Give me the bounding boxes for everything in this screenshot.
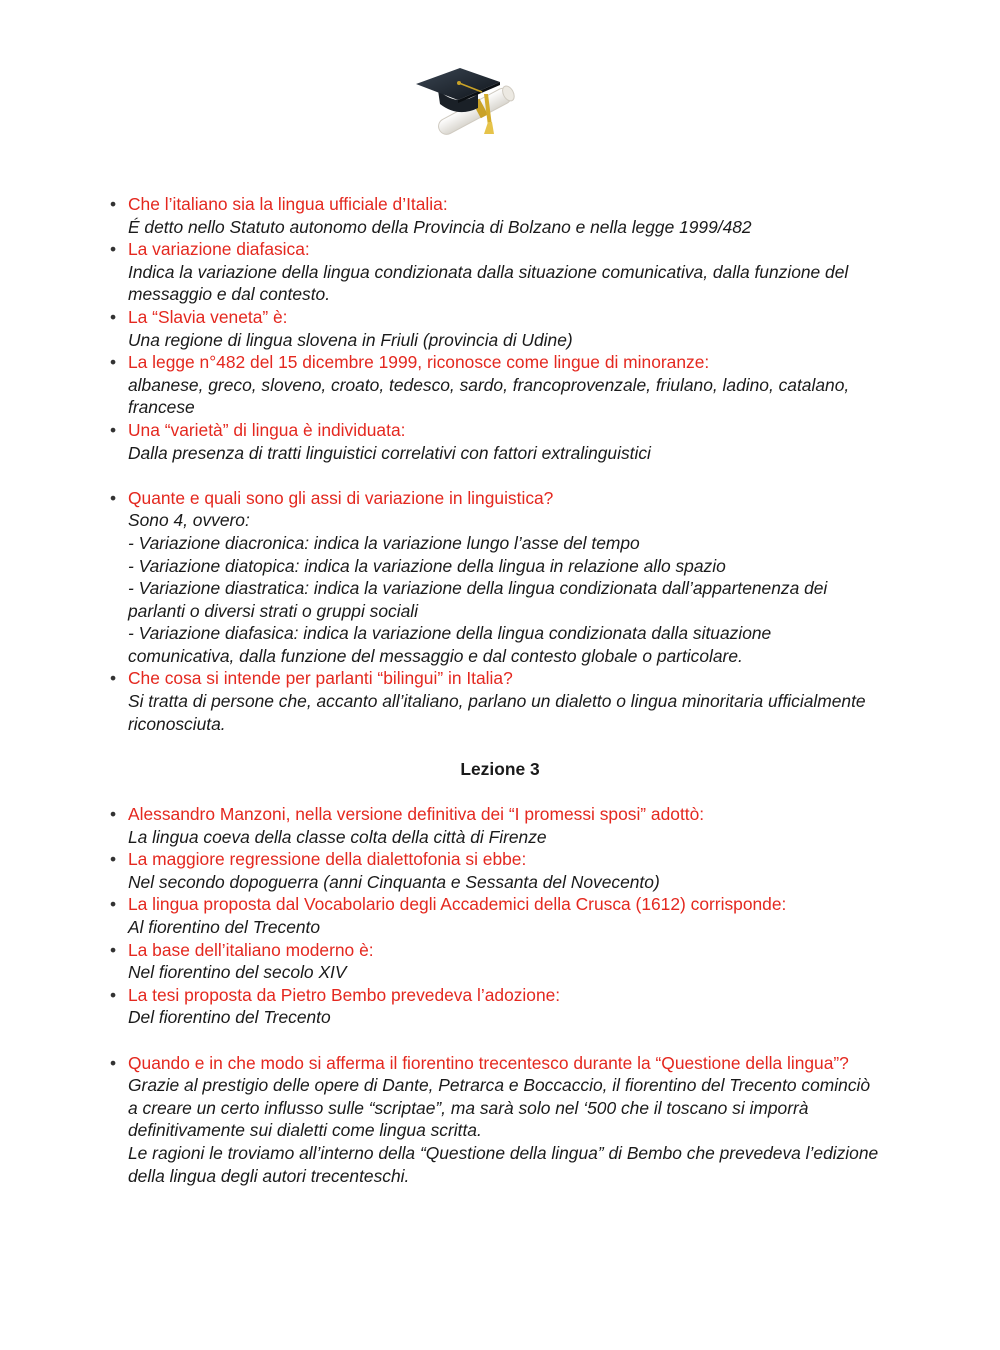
answer-text: Sono 4, ovvero: — [128, 510, 250, 531]
answer-text: Una regione di lingua slovena in Friuli (provincia di Udine) — [128, 329, 573, 350]
answer-text: Dalla presenza di tratti linguistici correlativi con fattori extralinguistici — [128, 442, 651, 463]
qa-section-2 — [110, 487, 880, 736]
answer-text: - Variazione diatopica: indica la variazione della lingua in relazione allo spazio — [128, 555, 726, 576]
spacer — [110, 1029, 880, 1052]
bullet-icon: • — [110, 487, 117, 508]
answer-text: albanese, greco, sloveno, croato, tedesco, sardo, francoprovenzale, friulano, ladino, catalano, francese — [128, 374, 850, 418]
question-text: La variazione diafasica: — [128, 239, 310, 260]
bullet-icon: • — [110, 194, 117, 214]
bullet-icon: • — [110, 849, 117, 870]
question-text: Alessandro Manzoni, nella versione definitiva dei “I promessi sposi” adottò: — [128, 804, 705, 825]
qa-item — [110, 893, 880, 938]
qa-section-1 — [110, 193, 880, 464]
question-text: La legge n°482 del 15 dicembre 1999, riconosce come lingue di minoranze: — [128, 352, 710, 373]
answer-text: - Variazione diafasica: indica la variazione della lingua condizionata dalla situazione comunicativa, dalla funzione del messaggio e dal contesto globale o particolare. — [128, 623, 772, 666]
bullet-icon: • — [110, 939, 117, 960]
qa-item — [110, 193, 880, 238]
qa-section-4 — [110, 1052, 880, 1188]
question-text: La base dell’italiano moderno è: — [128, 939, 374, 960]
bullet-icon: • — [110, 804, 117, 825]
question-text: La “Slavia veneta” è: — [128, 306, 288, 327]
answer-text: La lingua coeva della classe colta della città di Firenze — [128, 826, 547, 847]
question-text: Quante e quali sono gli assi di variazione in linguistica? — [128, 487, 554, 508]
question-text: La maggiore regressione della dialettofonia si ebbe: — [128, 849, 527, 870]
graduation-cap-diploma-icon — [414, 64, 524, 140]
bullet-icon: • — [110, 352, 117, 373]
qa-item — [110, 1052, 880, 1188]
bullet-icon: • — [110, 984, 117, 1005]
spacer — [110, 735, 880, 758]
lesson-heading: Lezione 3 — [460, 758, 540, 779]
qa-item — [110, 984, 880, 1029]
bullet-icon: • — [110, 668, 117, 689]
spacer — [110, 464, 880, 487]
bullet-icon: • — [110, 894, 117, 915]
qa-item — [110, 667, 880, 735]
bullet-icon: • — [110, 306, 117, 327]
qa-item — [110, 848, 880, 893]
answer-text: Indica la variazione della lingua condizionata dalla situazione comunicativa, dalla funzione del messaggio e dal contesto. — [128, 261, 849, 305]
document-body — [110, 193, 880, 1187]
qa-section-3 — [110, 803, 880, 1029]
bullet-icon: • — [110, 1052, 117, 1073]
answer-text: Al fiorentino del Trecento — [128, 917, 321, 937]
qa-item — [110, 803, 880, 848]
question-text: Una “varietà” di lingua è individuata: — [128, 419, 406, 440]
qa-item — [110, 487, 880, 668]
answer-text: - Variazione diastratica: indica la variazione della lingua condizionata dall’appartenenza dei parlanti o diversi strati o gruppi sociali — [128, 578, 828, 621]
answer-text: Del fiorentino del Trecento — [128, 1007, 331, 1028]
question-text: La tesi proposta da Pietro Bembo prevedeva l’adozione: — [128, 984, 561, 1005]
question-text: Che cosa si intende per parlanti “bilingui” in Italia? — [128, 668, 513, 689]
answer-text: - Variazione diacronica: indica la variazione lungo l’asse del tempo — [128, 532, 640, 553]
qa-item — [110, 419, 880, 464]
spacer — [110, 780, 880, 803]
answer-text: Si tratta di persone che, accanto all’italiano, parlano un dialetto o lingua minoritaria ufficialmente riconosciuta. — [128, 691, 866, 734]
question-text: Che l’italiano sia la lingua ufficiale d’Italia: — [128, 194, 448, 214]
answer-text: Grazie al prestigio delle opere di Dante, Petrarca e Boccaccio, il fiorentino del Trecento cominciò a creare un certo influsso sulle “scriptae”, ma sarà solo nel ‘500 che il toscano si imporrà definitivamente sui dialetti come lingua scritta. — [128, 1075, 871, 1141]
answer-text: Le ragioni le troviamo all’interno della “Questione della lingua” di Bembo che prevedeva l’edizione della lingua degli autori trecenteschi. — [128, 1142, 879, 1186]
qa-item — [110, 306, 880, 351]
question-text: Quando e in che modo si afferma il fiorentino trecentesco durante la “Questione della lingua”? — [128, 1052, 849, 1073]
answer-text: Nel secondo dopoguerra (anni Cinquanta e Sessanta del Novecento) — [128, 871, 660, 892]
bullet-icon: • — [110, 419, 117, 440]
answer-text: É detto nello Statuto autonomo della Provincia di Bolzano e nella legge 1999/482 — [128, 216, 752, 237]
bullet-icon: • — [110, 239, 117, 260]
question-text: La lingua proposta dal Vocabolario degli Accademici della Crusca (1612) corrisponde: — [128, 894, 787, 915]
qa-item — [110, 351, 880, 419]
answer-text: Nel fiorentino del secolo XIV — [128, 962, 347, 983]
qa-item — [110, 238, 880, 306]
qa-item — [110, 939, 880, 984]
